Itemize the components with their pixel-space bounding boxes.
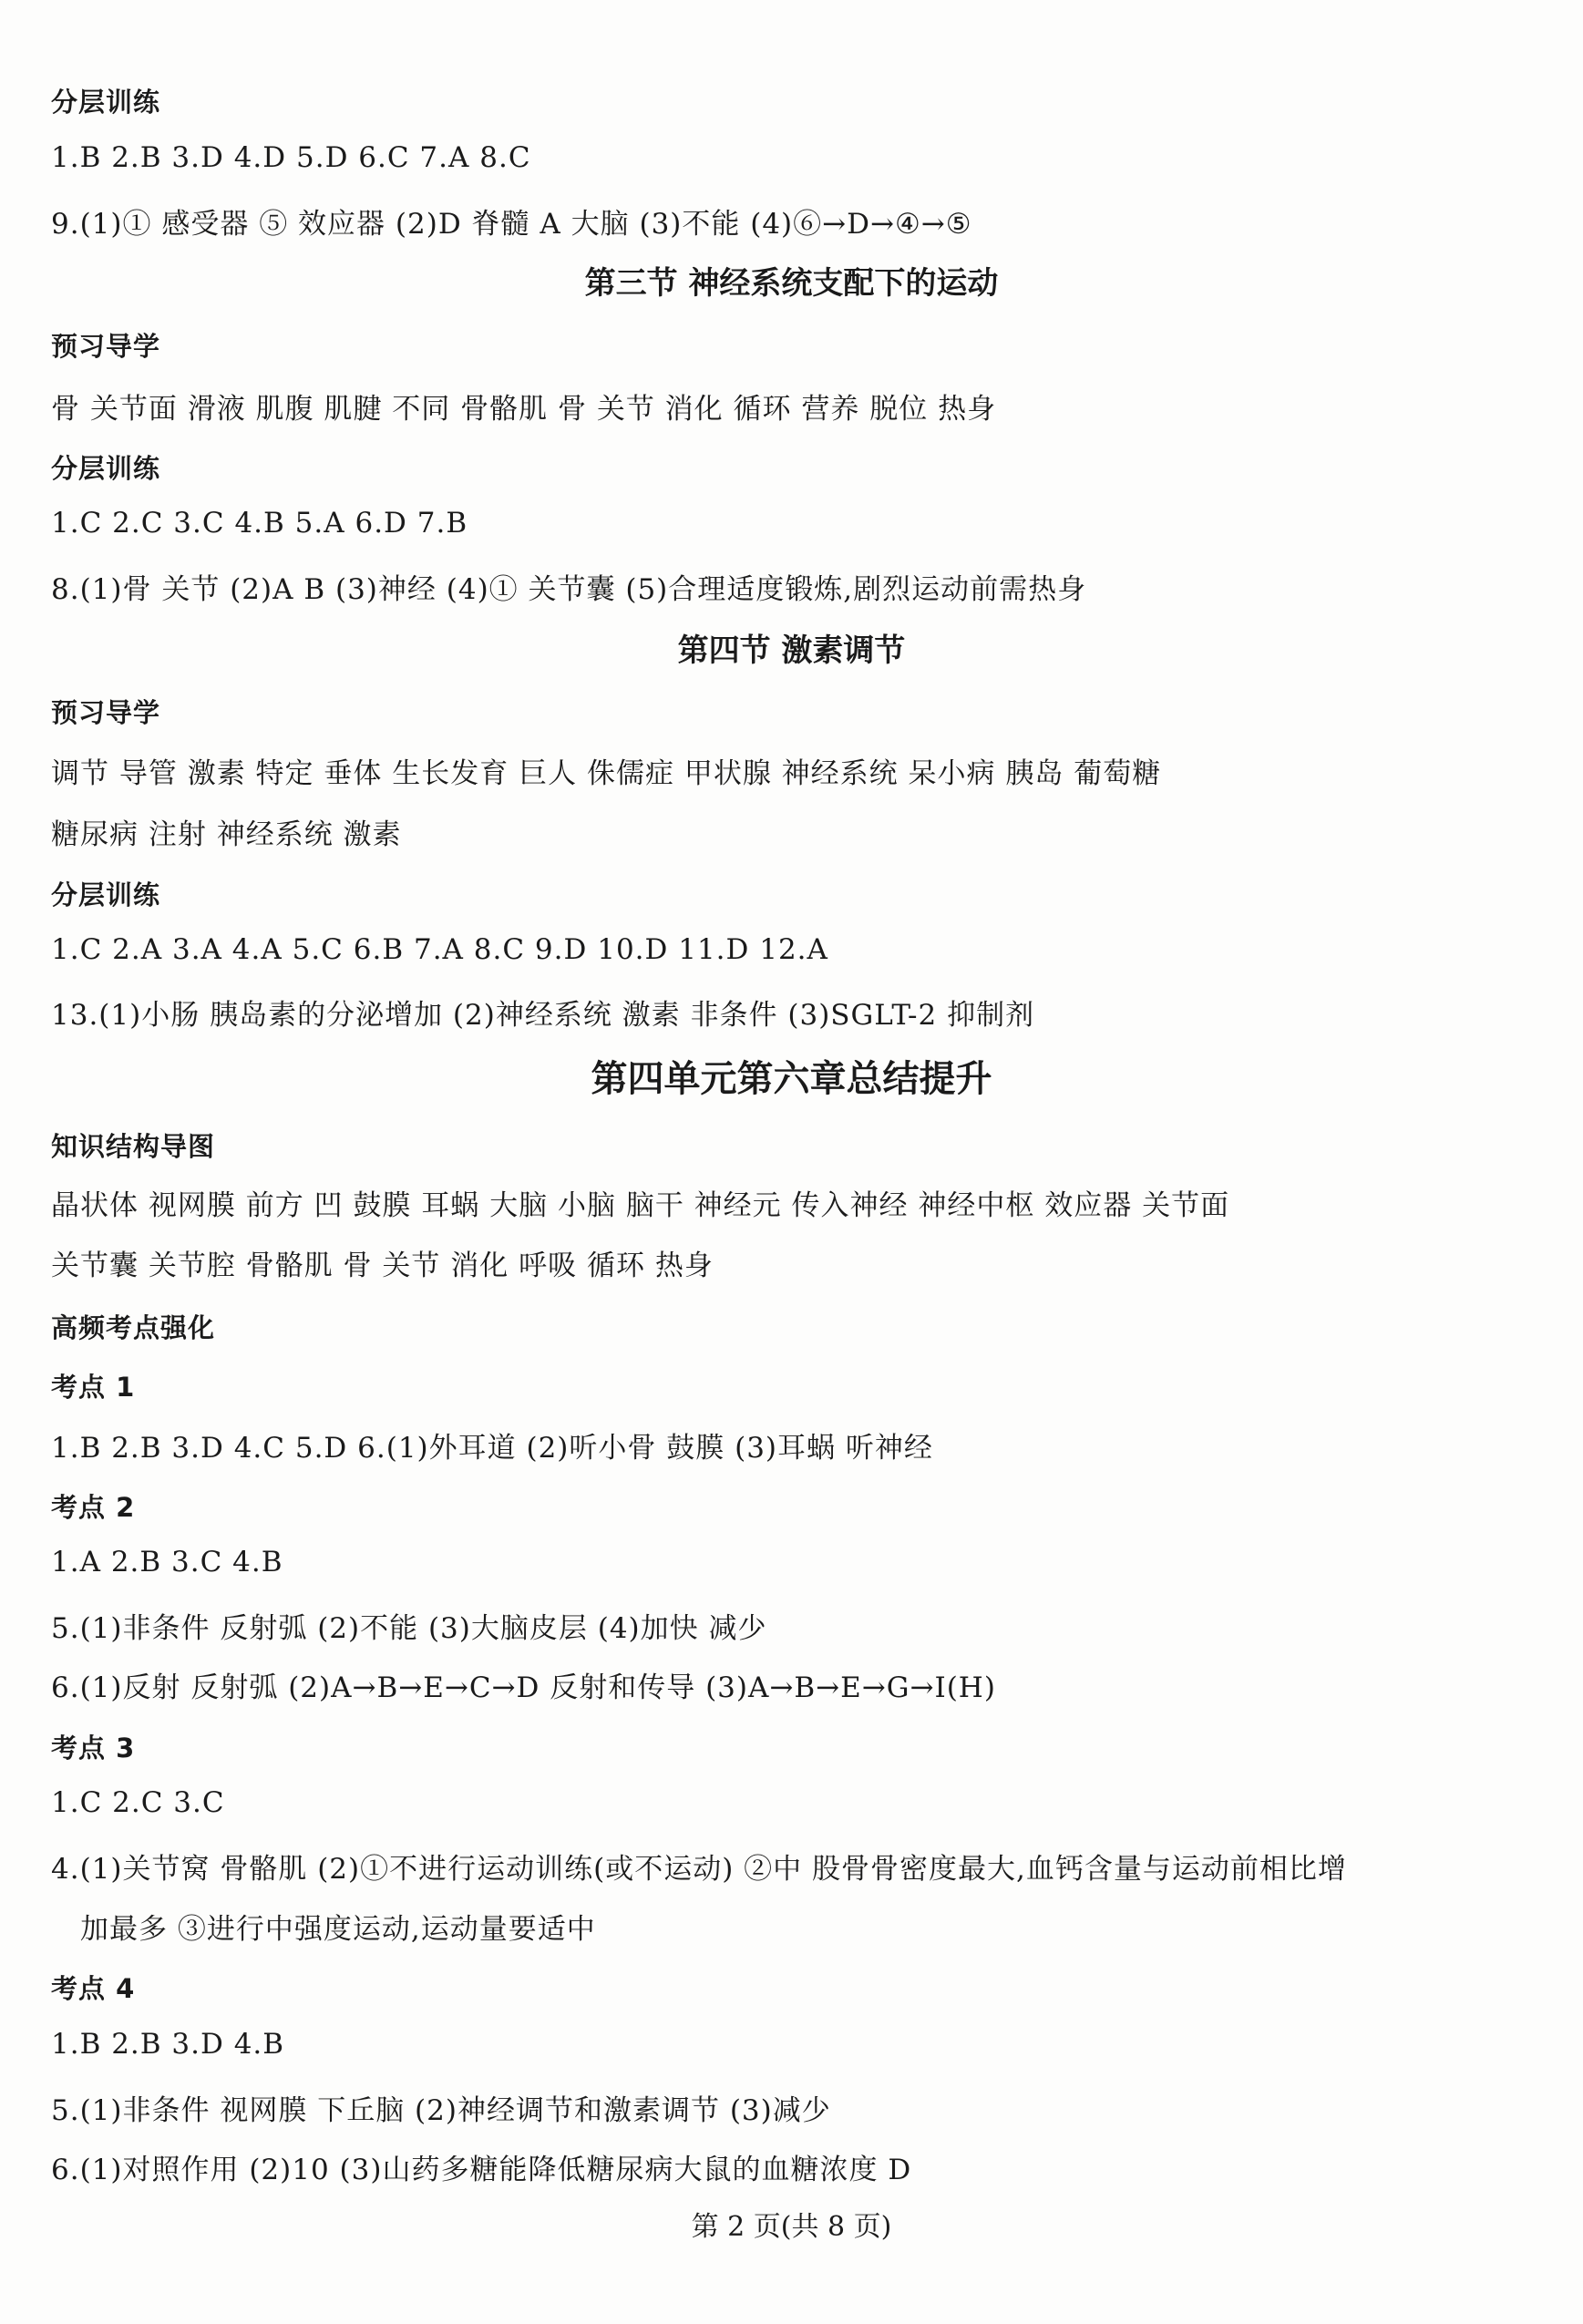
section-label-layered-training: 分层训练 [51, 87, 161, 118]
page-footer: 第 2 页(共 8 页) [691, 2211, 892, 2243]
answer-line: 1.B 2.B 3.D 4.C 5.D 6.(1)外耳道 (2)听小骨 鼓膜 (3)耳蜗 听神经 [51, 1432, 933, 1465]
answer-line: 晶状体 视网膜 前方 凹 鼓膜 耳蜗 大脑 小脑 脑干 神经元 传入神经 神经中枢 效应器 关节面 [51, 1189, 1230, 1222]
answer-line: 1.C 2.C 3.C 4.B 5.A 6.D 7.B [51, 507, 468, 540]
section-label-preview: 预习导学 [51, 697, 161, 728]
section-label-preview: 预习导学 [51, 331, 161, 362]
section-label-key-points: 高频考点强化 [51, 1312, 216, 1343]
key-point-3-label: 考点 3 [51, 1733, 136, 1764]
chapter-summary-title: 第四单元第六章总结提升 [591, 1057, 992, 1100]
answer-line: 关节囊 关节腔 骨骼肌 骨 关节 消化 呼吸 循环 热身 [51, 1249, 714, 1282]
key-point-2-label: 考点 2 [51, 1492, 136, 1523]
section-title-section-3: 第三节 神经系统支配下的运动 [584, 265, 999, 302]
section-label-knowledge-map: 知识结构导图 [51, 1131, 216, 1162]
answer-line: 8.(1)骨 关节 (2)A B (3)神经 (4)① 关节囊 (5)合理适度锻炼,剧烈运动前需热身 [51, 573, 1087, 606]
key-point-4-label: 考点 4 [51, 1973, 136, 2004]
answer-line: 5.(1)非条件 视网膜 下丘脑 (2)神经调节和激素调节 (3)减少 [51, 2094, 831, 2127]
answer-line: 1.C 2.A 3.A 4.A 5.C 6.B 7.A 8.C 9.D 10.D 11.D 12.A [51, 933, 828, 966]
answer-line-continued: 加最多 ③进行中强度运动,运动量要适中 [80, 1913, 596, 1946]
section-label-layered-training: 分层训练 [51, 879, 161, 910]
answer-line: 6.(1)对照作用 (2)10 (3)山药多糖能降低糖尿病大鼠的血糖浓度 D [51, 2154, 912, 2186]
section-title-section-4: 第四节 激素调节 [677, 632, 906, 669]
section-label-layered-training: 分层训练 [51, 453, 161, 484]
answer-line: 13.(1)小肠 胰岛素的分泌增加 (2)神经系统 激素 非条件 (3)SGLT-2 抑制剂 [51, 999, 1035, 1032]
answer-line: 糖尿病 注射 神经系统 激素 [51, 818, 402, 851]
answer-line: 1.C 2.C 3.C [51, 1786, 225, 1819]
answer-line: 1.A 2.B 3.C 4.B [51, 1546, 283, 1578]
answer-line: 5.(1)非条件 反射弧 (2)不能 (3)大脑皮层 (4)加快 减少 [51, 1612, 767, 1645]
answer-line: 1.B 2.B 3.D 4.D 5.D 6.C 7.A 8.C [51, 141, 531, 174]
answer-line: 6.(1)反射 反射弧 (2)A→B→E→C→D 反射和传导 (3)A→B→E→G→I(H) [51, 1671, 996, 1704]
answer-line: 9.(1)① 感受器 ⑤ 效应器 (2)D 脊髓 A 大脑 (3)不能 (4)⑥→D→④→⑤ [51, 208, 972, 241]
answer-line: 调节 导管 激素 特定 垂体 生长发育 巨人 侏儒症 甲状腺 神经系统 呆小病 胰岛 葡萄糖 [51, 757, 1162, 790]
answer-line: 4.(1)关节窝 骨骼肌 (2)①不进行运动训练(或不运动) ②中 股骨骨密度最大,血钙含量与运动前相比增 [51, 1853, 1347, 1886]
answer-line: 1.B 2.B 3.D 4.B [51, 2028, 285, 2061]
answer-line: 骨 关节面 滑液 肌腹 肌腱 不同 骨骼肌 骨 关节 消化 循环 营养 脱位 热身 [51, 393, 997, 426]
key-point-1-label: 考点 1 [51, 1372, 136, 1403]
